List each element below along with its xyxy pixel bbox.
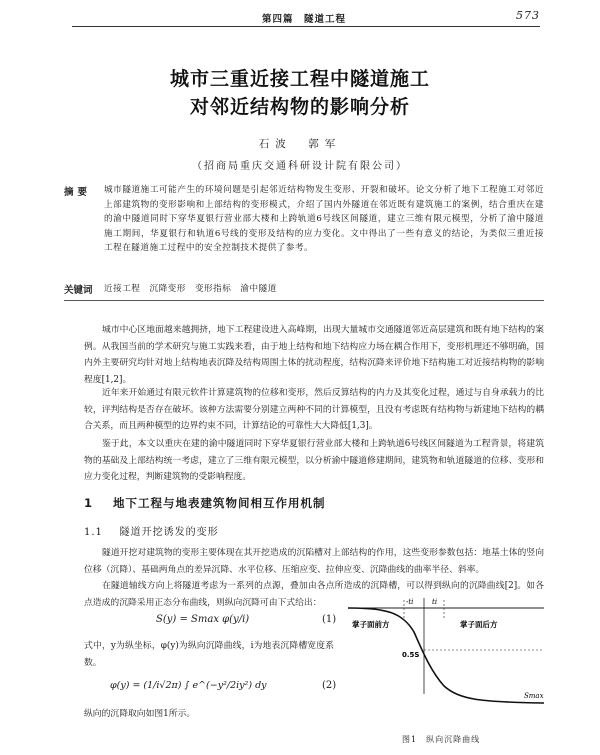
keywords-label: 关键词	[64, 285, 93, 296]
running-header	[72, 8, 540, 27]
section-heading	[84, 495, 326, 511]
affiliation: （招商局重庆交通科研设计院有限公司）	[192, 161, 408, 172]
divider	[64, 300, 544, 301]
paragraph-deformation: 隧道开挖对建筑物的变形主要体现在其开挖造成的沉陷槽对上部结构的作用，这些变形参数包括：地基土体的竖向位移（沉降）、基础两角点的差异沉降、水平位移、压缩应变、拉伸应变、沉降曲线的曲率半径、斜率。	[84, 548, 544, 575]
keywords-text: 近接工程 沉降变形 变形指标 渝中隧道	[104, 284, 277, 294]
authors: 石波 郭军	[258, 138, 342, 150]
abstract-label: 摘要	[64, 187, 92, 198]
subsection-number: 1.1	[84, 527, 103, 538]
header-section: 第四篇 隧道工程	[262, 14, 347, 25]
paragraph-intro-1: 城市中心区地面越来越拥挤，地下工程建设进入高峰期，出现大量城市交通隧道邻近高层建筑和既有地下结构的案例。从我国当前的学术研究与施工实践来看，由于地上结构和地下结构应力场在耦合作用下，变形机理还不够明确，国内外主要研究均针对地上结构地表沉降及结构周围土体的扰动程度，结构沉降来评价地下结构施工对近接结构物的影响程度[1,2]。	[84, 325, 544, 385]
paragraph-intro-2: 近年来开始通过有限元软件计算建筑物的位移和变形，然后反算结构的内力及其变化过程，通过与自身承载力的比较，评判结构是否存在破坏。该种方法需要分别建立两种不同的计算模型，且没有考虑既有结构物与新建地下结构的耦合关系，而且两种模型的边界约束不同，计算结论的可靠性大大降低[1,3]。	[84, 388, 544, 432]
equation-1-number: (1)	[322, 614, 337, 625]
marker-right-label: ti	[432, 598, 438, 606]
figure-caption: 图1 纵向沉降曲线	[402, 735, 481, 744]
paragraph-point-source: 在隧道轴线方向上将隧道考虑为一系列的点源，叠加由各点所造成的沉降槽，可以得到纵向的沉降曲线[2]。如各点造成的沉降采用正态分布曲线，则纵向沉降可由下式给出：	[84, 581, 544, 608]
equation-1: S(y) = Smax φ(y/i)	[156, 614, 250, 625]
behind-face-label: 掌子面后方	[460, 620, 498, 629]
paragraph-figure-ref: 纵向的沉降取向如图1所示。	[84, 709, 196, 719]
abstract-text: 城市隧道施工可能产生的环境问题是引起邻近结构物发生变形、开裂和破坏。论文分析了地下工程施工对邻近上部建筑物的变形影响和上部结构的变形模式，介绍了国内外隧道在邻近既有建筑施工的案例，结合重庆在建的渝中隧道同时下穿华夏银行营业部大楼和上跨轨道6号线区间隧道，建立三维有限元模型，分析了渝中隧道施工期间，华夏银行和轨道6号线的变形及结构的应力变化。文中得出了一些有意义的结论，为类似三重近接工程在隧道施工过程中的安全控制技术提供了参考。	[104, 185, 544, 254]
equation-2: φ(y) = (1/i√2π) ∫ e^(−y²/2iy²) dy	[110, 680, 267, 691]
paragraph-intro-3: 鉴于此，本文以重庆在建的渝中隧道同时下穿华夏银行营业部大楼和上跨轨道6号线区间隧道为工程背景，将建筑物的基础及上部结构统一考虑，建立了三维有限元模型，以分析渝中隧道修建期间，建筑物和轨道隧道的位移、变形和应力变化过程，判断建筑物的受影响程度。	[84, 439, 544, 483]
equation-2-number: (2)	[322, 680, 337, 691]
subsection-title: 隧道开挖诱发的变形	[119, 527, 219, 538]
page-number: 573	[516, 9, 540, 22]
title-line-2: 对邻近结构物的影响分析	[189, 96, 410, 118]
settlement-curve-figure	[348, 594, 544, 724]
front-of-face-label: 掌子面前方	[352, 620, 390, 629]
half-settlement-label: 0.5S	[402, 651, 420, 659]
title-line-1: 城市三重近接工程中隧道施工	[169, 68, 430, 90]
smax-label: Smax	[524, 692, 544, 700]
section-number: 1	[84, 496, 94, 510]
section-title: 地下工程与地表建筑物间相互作用机制	[113, 496, 326, 510]
marker-left-label: -ti	[406, 598, 414, 606]
subsection-heading	[84, 523, 219, 538]
paragraph-symbols: 式中，y为纵坐标，φ(y)为纵向沉降曲线，i为地表沉降槽宽度系数。	[84, 641, 334, 668]
